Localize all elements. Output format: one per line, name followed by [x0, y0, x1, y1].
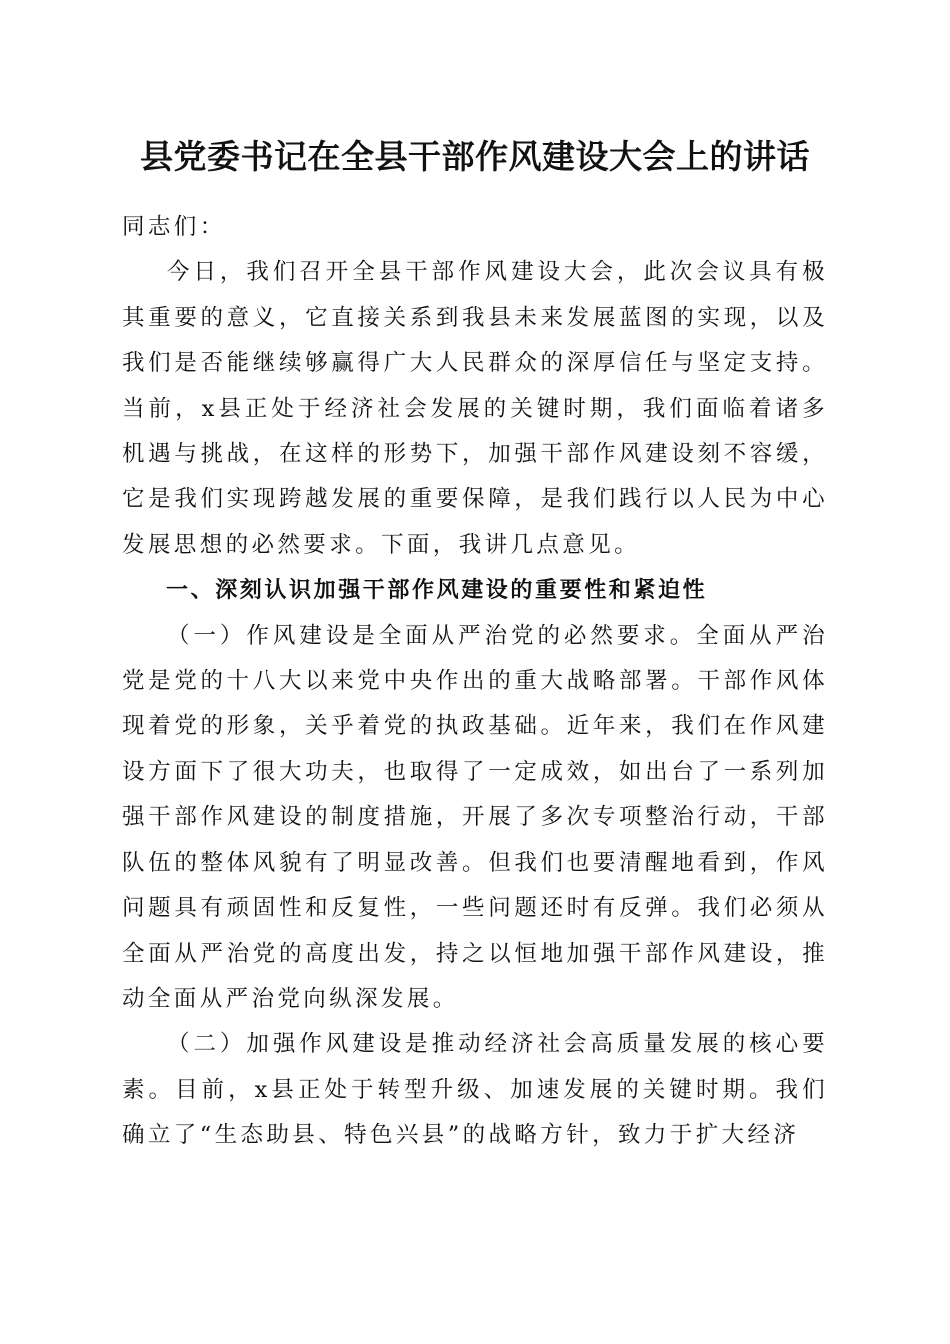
item-2-lead: （二）加强作风建设是推动经济社会高质量发展的核心要素。 [122, 1031, 828, 1103]
section-heading-1: 一、深刻认识加强干部作风建设的重要性和紧迫性 [166, 578, 708, 604]
item-1-text: 全面从严治党是党的十八大以来党中央作出的重大战略部署。干部作风体现着党的形象，关乎着党的执政基础。近年来，我们在作风建设方面下了很大功夫，也取得了一定成效，如出台了一系列加强干部作风建设的制度措施，开展了多次专项整治行动，干部队伍的整体风貌有了明显改善。但我们也要清醒地看到，作风问题具有顽固性和反复性，一些问题还时有反弹。我们必须从全面从严治党的高度出发，持之以恒地加强干部作风建设，推动全面从严治党向纵深发展。 [122, 622, 828, 1012]
greeting: 同志们： [122, 214, 226, 240]
item-2-text: 目前，x县正处于转型升级、加速发展的关键时期。我们确立了“生态助县、特色兴县”的战略方针，致力于扩大经济 [122, 1076, 828, 1149]
document-body [122, 205, 828, 1159]
section-1-item-1-paragraph [122, 614, 828, 1023]
intro-paragraph: 今日，我们召开全县干部作风建设大会，此次会议具有极其重要的意义，它直接关系到我县未来发展蓝图的实现，以及我们是否能继续够赢得广大人民群众的深厚信任与坚定支持。当前，x县正处于经济社会发展的关键时期，我们面临着诸多机遇与挑战，在这样的形势下，加强干部作风建设刻不容缓，它是我们实现跨越发展的重要保障，是我们践行以人民为中心发展思想的必然要求。下面，我讲几点意见。 [122, 259, 828, 558]
item-1-lead: （一）作风建设是全面从严治党的必然要求。 [167, 622, 697, 649]
document-title: 县党委书记在全县干部作风建设大会上的讲话 [140, 137, 810, 176]
section-1-item-2-paragraph [122, 1022, 828, 1158]
